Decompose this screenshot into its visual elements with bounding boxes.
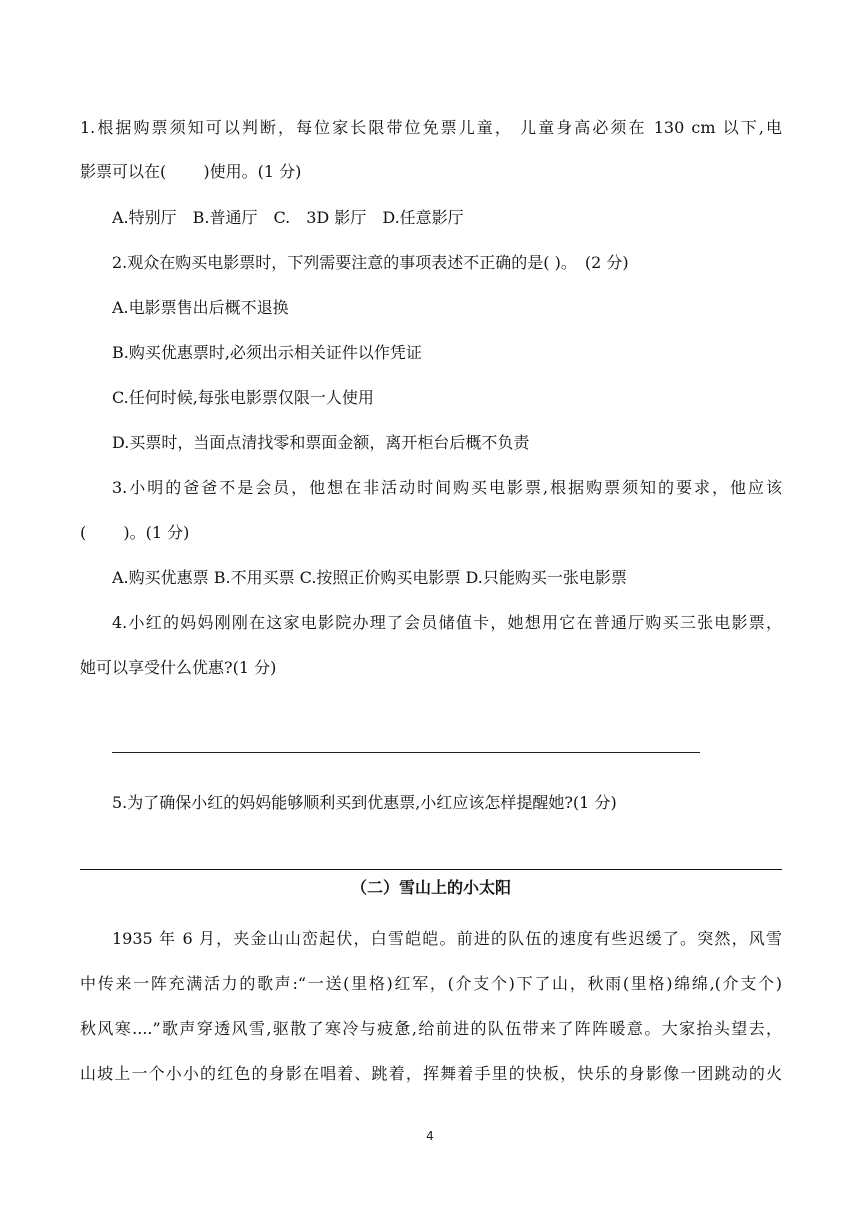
q3-stem-line1: 3.小明的爸爸不是会员，他想在非活动时间购买电影票,根据购票须知的要求，他应该: [112, 478, 782, 497]
page-number: 4: [426, 1129, 434, 1143]
answer-blank-line: [112, 752, 700, 753]
q2-option-a: A.电影票售出后概不退换: [112, 298, 289, 317]
q4-stem-line2: 她可以享受什么优惠?(1 分): [80, 658, 277, 677]
q3-stem-line2: ( )。(1 分): [80, 523, 190, 542]
passage-line-1: 1935 年 6 月，夹金山山峦起伏，白雪皑皑。前进的队伍的速度有些迟缓了。突然，风雪: [112, 929, 782, 948]
q2-option-b: B.购买优惠票时,必须出示相关证件以作凭证: [112, 343, 422, 362]
q3-options: A.购买优惠票 B.不用买票 C.按照正价购买电影票 D.只能购买一张电影票: [112, 568, 627, 587]
passage-line-2: 中传来一阵充满活力的歌声:“一送(里格)红军，(介支个)下了山，秋雨(里格)绵绵,(介支个): [80, 974, 782, 993]
q2-option-d: D.买票时，当面点清找零和票面金额，离开柜台后概不负责: [112, 433, 530, 452]
q1-options: A.特别厅 B.普通厅 C. 3D 影厅 D.任意影厅: [112, 208, 464, 227]
q1-stem-line1: 1.根据购票须知可以判断，每位家长限带位免票儿童， 儿童身高必须在 130 cm 以下,电: [80, 118, 782, 137]
section-title: （二）雪山上的小太阳: [350, 878, 511, 897]
q2-option-c: C.任何时候,每张电影票仅限一人使用: [112, 388, 374, 407]
passage-line-3: 秋风寒....”歌声穿透风雪,驱散了寒冷与疲惫,给前进的队伍带来了阵阵暖意。大家抬头望去，: [80, 1019, 782, 1038]
passage-line-4: 山坡上一个小小的红色的身影在唱着、跳着，挥舞着手里的快板，快乐的身影像一团跳动的火: [80, 1064, 782, 1083]
q4-stem-line1: 4.小红的妈妈刚刚在这家电影院办理了会员储值卡，她想用它在普通厅购买三张电影票，: [112, 613, 782, 632]
q2-stem: 2.观众在购买电影票时，下列需要注意的事项表述不正确的是( )。 (2 分): [112, 253, 629, 272]
section-divider: [80, 869, 782, 870]
q1-stem-line2: 影票可以在( )使用。(1 分): [80, 162, 302, 181]
q5-stem: 5.为了确保小红的妈妈能够顺利买到优惠票,小红应该怎样提醒她?(1 分): [112, 793, 617, 812]
